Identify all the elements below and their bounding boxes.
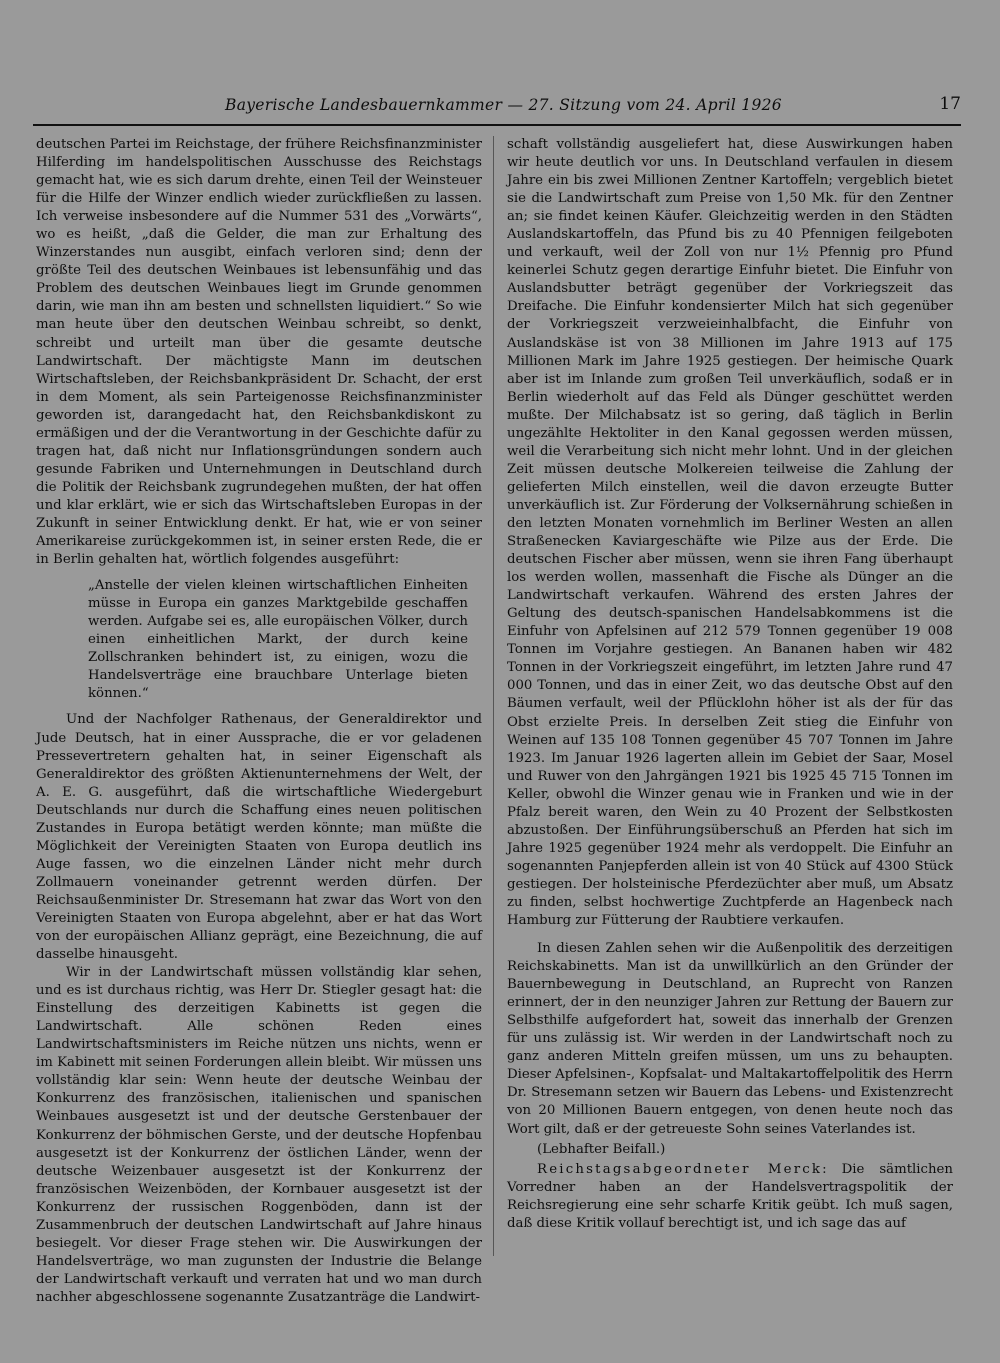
right-paragraph-3	[507, 1161, 953, 1233]
applause-note: (Lebhafter Beifall.)	[537, 1141, 666, 1157]
running-title: Bayerische Landesbauernkammer — 27. Sitzung vom 24. April 1926	[225, 96, 782, 114]
page-header	[225, 96, 961, 122]
right-column	[507, 136, 953, 1233]
left-paragraph-3: Wir in der Landwirtschaft müssen vollständig klar sehen, und es ist durchaus richtig, was Herr Dr. Stiegler gesagt hat: die Einstellung des derzeitigen Kabinetts ist gegen die Landwirtschaft. Alle schönen Reden eines Landwirtschaftsministers im Reiche nützen uns nichts, wenn er im Kabinett mit seinen Forderungen allein bleibt. Wir müssen uns vollständig klar sein: Wenn heute der deutsche Weinbau der Konkurrenz des französischen, italienischen und spanischen Weinbaues ausgesetzt ist und der deutsche Gerstenbauer der Konkurrenz der böhmischen Gerste, und der deutsche Hopfenbau ausgesetzt ist der Konkurrenz der östlichen Länder, wenn der deutsche Weizenbauer ausgesetzt ist der Konkurrenz der französischen Weizenböden, der Kornbauer ausgesetzt ist der Konkurrenz der russischen Roggenböden, dann ist der Zusammenbruch der deutschen Landwirtschaft auf Jahre hinaus besiegelt. Vor dieser Frage stehen wir. Die Auswirkungen der Handelsverträge, wo man zugunsten der Industrie die Belange der Landwirtschaft verkauft und verraten hat und wo man durch nachher abgeschlossene sogenannte Zusatzanträge die Landwirt-	[36, 965, 482, 1305]
speaker-statement: : Die sämtlichen Vorredner haben an der Handelsvertragspolitik der Reichsregierung eine sehr scharfe Kritik geübt. Ich muß sagen, daß diese Kritik vollauf berechtigt ist, und ich sage das auf	[507, 1161, 953, 1231]
speaker-name: Reichstagsabgeordneter Merck	[537, 1161, 823, 1177]
schacht-quote: „Anstelle der vielen kleinen wirtschaftlichen Einheiten müsse in Europa ein ganzes Marktgebilde geschaffen werden. Aufgabe sei es, alle europäischen Völker, durch einen einheitlichen Markt, der durch keine Zollschranken behindert ist, zu einigen, wozu die Handelsverträge eine brauchbare Unterlage bieten können.“	[88, 578, 468, 702]
left-paragraph-1: deutschen Partei im Reichstage, der frühere Reichsfinanzminister Hilferding im handelspolitischen Ausschusse des Reichstags gemacht hat, wie es sich darum drehte, einen Teil der Weinsteuer für die Hilfe der Winzer endlich wieder zurückfließen zu lassen. Ich verweise insbesondere auf die Nummer 531 des „Vorwärts“, wo es heißt, „daß die Gelder, die man zur Erhaltung des Winzerstandes nun ausgibt, einfach verloren sind; denn der größte Teil des deutschen Weinbaues ist lebensunfähig und das Problem des deutschen Weinbaues liegt im Grunde genommen darin, wie man ihn am besten und schnellsten liquidiert.“ So wie man heute über den deutschen Weinbau schreibt, so denkt, schreibt und urteilt man über die gesamte deutsche Landwirtschaft. Der mächtigste Mann im deutschen Wirtschaftsleben, der Reichsbankpräsident Dr. Schacht, der erst in dem Moment, als sein Parteigenosse Reichsfinanzminister geworden ist, darangedacht hat, den Reichsbankdiskont zu ermäßigen und der die Verantwortung in der Geschichte dafür zu tragen hat, daß nicht nur Inflationsgründungen sondern auch gesunde Fabriken und Unternehmungen in Deutschland durch die Politik der Reichsbank zugrundegehen mußten, der hat offen und klar erklärt, wie er sich das Wirtschaftsleben Europas in der Zukunft in seiner Entwicklung denkt. Er hat, wie er von seiner Amerikareise zurückgekommen ist, in seiner ersten Rede, die er in Berlin gehalten hat, wörtlich folgendes ausgeführt:	[36, 137, 482, 568]
left-column	[36, 136, 482, 1307]
column-divider	[493, 136, 494, 1256]
right-paragraph-1: schaft vollständig ausgeliefert hat, diese Auswirkungen haben wir heute deutlich vor uns. In Deutschland verfaulen in diesem Jahre ein bis zwei Millionen Zentner Kartoffeln; vergeblich bietet sie die Landwirtschaft zum Preise von 1,50 Mk. für den Zentner an; sie findet keinen Käufer. Gleichzeitig werden in den Städten Auslandskartoffeln, das Pfund bis zu 40 Pfennigen feilgeboten und verkauft, weil der Zoll von nur 1½ Pfennig pro Pfund keinerlei Schutz gegen derartige Einfuhr bietet. Die Einfuhr von Auslandsbutter beträgt gegenüber der Vorkriegszeit das Dreifache. Die Einfuhr kondensierter Milch hat sich gegenüber der Vorkriegszeit verzweieinhalbfacht, die Einfuhr von Auslandskäse ist von 38 Millionen im Jahre 1913 auf 175 Millionen Mark im Jahre 1925 gestiegen. Der heimische Quark aber ist im Inlande zum großen Teil unverkäuflich, sodaß er in Berlin wiederholt auf das Feld als Dünger geschüttet werden mußte. Der Milchabsatz ist so gering, daß täglich in Berlin ungezählte Hektoliter in den Kanal gegossen werden müssen, weil die Verarbeitung sich nicht mehr lohnt. Und in der gleichen Zeit müssen deutsche Molkereien teilweise die Zahlung der gelieferten Milch einstellen, weil die davon erzeugte Butter unverkäuflich ist. Zur Förderung der Volksernährung schießen in den letzten Monaten vornehmlich im Berliner Westen an allen Straßenecken Kaviargeschäfte wie Pilze aus der Erde. Die deutschen Fischer aber müssen, wenn sie ihren Fang überhaupt los werden wollen, massenhaft die Fische als Dünger an die Landwirtschaft verkaufen. Während des ersten Jahres der Geltung des deutsch-spanischen Handelsabkommens ist die Einfuhr von Apfelsinen auf 212 579 Tonnen gegenüber 19 008 Tonnen im Vorjahre gestiegen. An Bananen haben wir 482 Tonnen in der Vorkriegszeit eingeführt, im letzten Jahre rund 47 000 Tonnen, und das in einer Zeit, wo das deutsche Obst auf den Bäumen verfault, weil der Pflücklohn höher ist als der für das Obst erzielte Preis. In derselben Zeit stieg die Einfuhr von Weinen auf 135 108 Tonnen gegenüber 45 707 Tonnen im Jahre 1923. Im Januar 1926 lagerten allein im Gebiet der Saar, Mosel und Ruwer von den Jahrgängen 1921 bis 1925 45 715 Tonnen im Keller, obwohl die Winzer genau wie in Franken und wie in der Pfalz bereit waren, den Wein zu 40 Prozent der Selbstkosten abzustoßen. Der Einführungsüberschuß an Pferden hat sich im Jahre 1925 gegenüber 1924 mehr als verdoppelt. Die Einfuhr an sogenannten Panjepferden allein ist von 40 Stück auf 4300 Stück gestiegen. Der holsteinische Pferdezüchter aber muß, um Absatz zu finden, selbst hochwertige Zuchtpferde an Hagenbeck nach Hamburg zur Fütterung der Raubtiere verkaufen.	[507, 137, 953, 929]
right-paragraph-2: In diesen Zahlen sehen wir die Außenpolitik des derzeitigen Reichskabinetts. Man ist da unwillkürlich an den Gründer der Bauernbewegung in Deutschland, an Ruprecht von Ranzen erinnert, der in den neunziger Jahren zur Rettung der Bauern zur Selbsthilfe aufgefordert hat, soweit das innerhalb der Grenzen für uns zulässig ist. Wir werden in der Landwirtschaft noch zu ganz anderen Mitteln greifen müssen, um uns zu behaupten. Dieser Apfelsinen-, Kopfsalat- und Maltakartoffelpolitik des Herrn Dr. Stresemann setzen wir Bauern das Lebens- und Existenzrecht von 20 Millionen Bauern entgegen, von denen heute noch das Wort gilt, daß er der getreueste Sohn seines Vaterlandes ist.	[507, 941, 953, 1137]
page-number: 17	[939, 94, 961, 114]
header-rule	[33, 124, 961, 126]
left-paragraph-2: Und der Nachfolger Rathenaus, der Generaldirektor und Jude Deutsch, hat in einer Aussprache, die er vor geladenen Pressevertretern gehalten hat, in seiner Eigenschaft als Generaldirektor des größten Aktienunternehmens der Welt, der A. E. G. ausgeführt, daß die wirtschaftliche Wiedergeburt Deutschlands nur durch die Schaffung eines neuen politischen Zustandes in Europa betätigt werden könnte; man müßte die Möglichkeit der Vereinigten Staaten von Europa deutlich ins Auge fassen, wo die einzelnen Länder nicht mehr durch Zollmauern voneinander getrennt werden dürfen. Der Reichsaußenminister Dr. Stresemann hat zwar das Wort von den Vereinigten Staaten von Europa abgelehnt, aber er hat das Wort von der europäischen Allianz geprägt, eine Bezeichnung, die auf dasselbe hinausgeht.	[36, 712, 482, 963]
